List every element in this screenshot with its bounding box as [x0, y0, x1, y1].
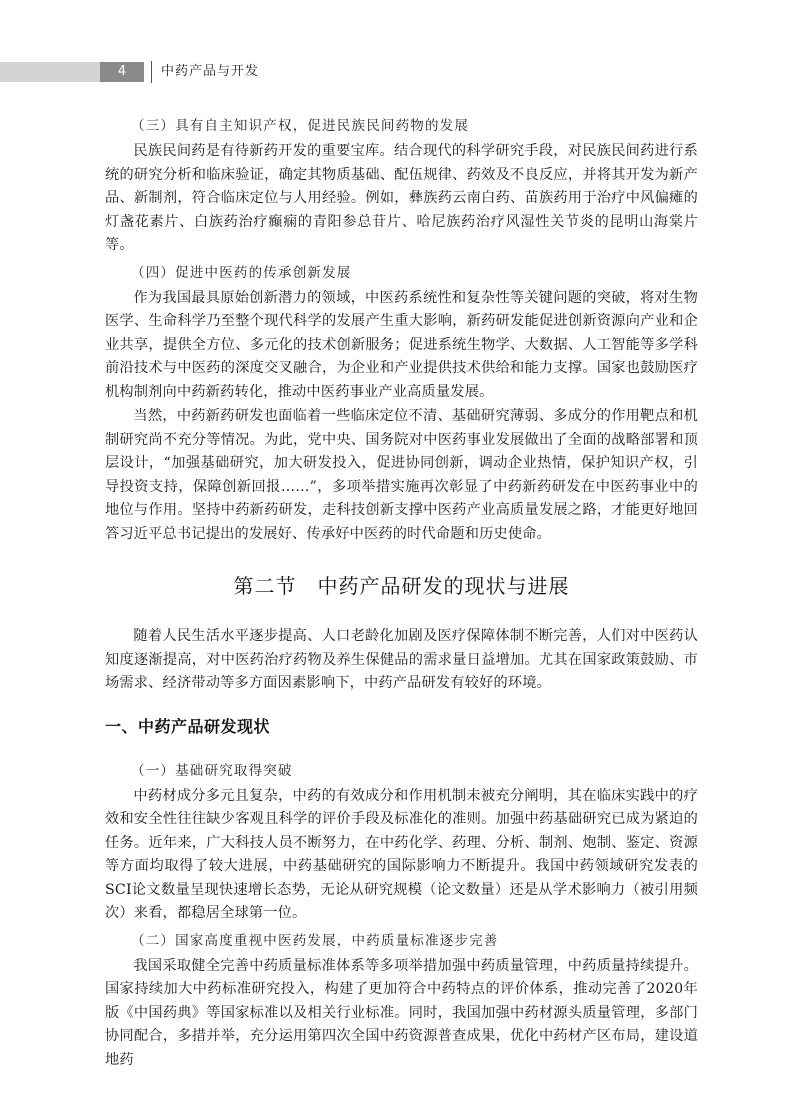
- page-number: 4: [100, 62, 144, 82]
- header-gray-bar: [0, 62, 100, 82]
- header-divider: [151, 61, 152, 83]
- section-title: 第二节 中药产品研发的现状与进展: [233, 574, 570, 598]
- paragraph: 我国采取健全完善中药质量标准体系等多项举措加强中药质量管理，中药质量持续提升。国家持续加大中药标准研究投入，构建了更加符合中药特点的评价体系，推动完善了2020年版《中国药典》等国家标准以及相关行业标准。同时，我国加强中药材源头质量管理，多部门协同配合，多措并举，充分运用第四次全国中药资源普查成果，优化中药材产区布局，建设道地药: [105, 957, 698, 1068]
- paragraph: 作为我国最具原始创新潜力的领域，中医药系统性和复杂性等关键问题的突破，将对生物医学、生命科学乃至整个现代科学的发展产生重大影响，新药研发能促进创新资源向产业和企业共享，提供全方位、多元化的技术创新服务；促进系统生物学、大数据、人工智能等多学科前沿技术与中医药的深度交叉融合，为企业和产业提供技术供给和能力支撑。国家也鼓励医疗机构制剂向中药新药转化，推动中医药事业产业高质量发展。: [105, 289, 698, 400]
- subheading-4: （四）促进中医药的传承创新发展: [131, 264, 352, 281]
- paragraph: 随着人民生活水平逐步提高、人口老龄化加剧及医疗保障体制不断完善，人们对中医药认知度逐渐提高，对中医药治疗药物及养生保健品的需求量日益增加。尤其在国家政策鼓励、市场需求、经济带动等多方面因素影响下，中药产品研发有较好的环境。: [105, 628, 698, 691]
- paragraph: 中药材成分多元且复杂，中药的有效成分和作用机制未被充分阐明，其在临床实践中的疗效和安全性往往缺少客观且科学的评价手段及标准化的准则。加强中药基础研究已成为紧迫的任务。近年来，广大科技人员不断努力，在中药化学、药理、分析、制剂、炮制、鉴定、资源等方面均取得了较大进展，中药基础研究的国际影响力不断提升。我国中药领域研究发表的SCI论文数量呈现快速增长态势，无论从研究规模（论文数量）还是从学术影响力（被引用频次）来看，都稳居全球第一位。: [105, 787, 698, 921]
- running-header-title: 中药产品与开发: [161, 64, 260, 79]
- subheading-basic-research: （一）基础研究取得突破: [131, 762, 293, 779]
- page-content: [105, 112, 698, 1073]
- paragraph: 当然，中药新药研发也面临着一些临床定位不清、基础研究薄弱、多成分的作用靶点和机制研究尚不充分等情况。为此，党中央、国务院对中医药事业发展做出了全面的战略部署和顶层设计，“加强基础研究，加大研发投入，促进协同创新，调动企业热情，保护知识产权，引导投资支持，保障创新回报……”，多项举措实施再次彰显了中药新药研发在中医药事业中的地位与作用。坚持中药新药研发，走科技创新支撑中医药产业高质量发展之路，才能更好地回答习近平总书记提出的发展好、传承好中医药的时代命题和历史使命。: [105, 408, 698, 542]
- paragraph: 民族民间药是有待新药开发的重要宝库。结合现代的科学研究手段，对民族民间药进行系统的研究分析和临床验证，确定其物质基础、配伍规律、药效及不良反应，并将其开发为新产品、新制剂，符合临床定位与人用经验。例如，彝族药云南白药、苗族药用于治疗中风偏瘫的灯盏花素片、白族药治疗癫痫的青阳参总苷片、哈尼族药治疗风湿性关节炎的昆明山海棠片等。: [105, 143, 698, 253]
- subheading-quality-standards: （二）国家高度重视中医药发展，中药质量标准逐步完善: [131, 932, 499, 949]
- heading-level-1: 一、中药产品研发现状: [105, 716, 271, 736]
- subheading-3: （三）具有自主知识产权，促进民族民间药物的发展: [131, 118, 470, 134]
